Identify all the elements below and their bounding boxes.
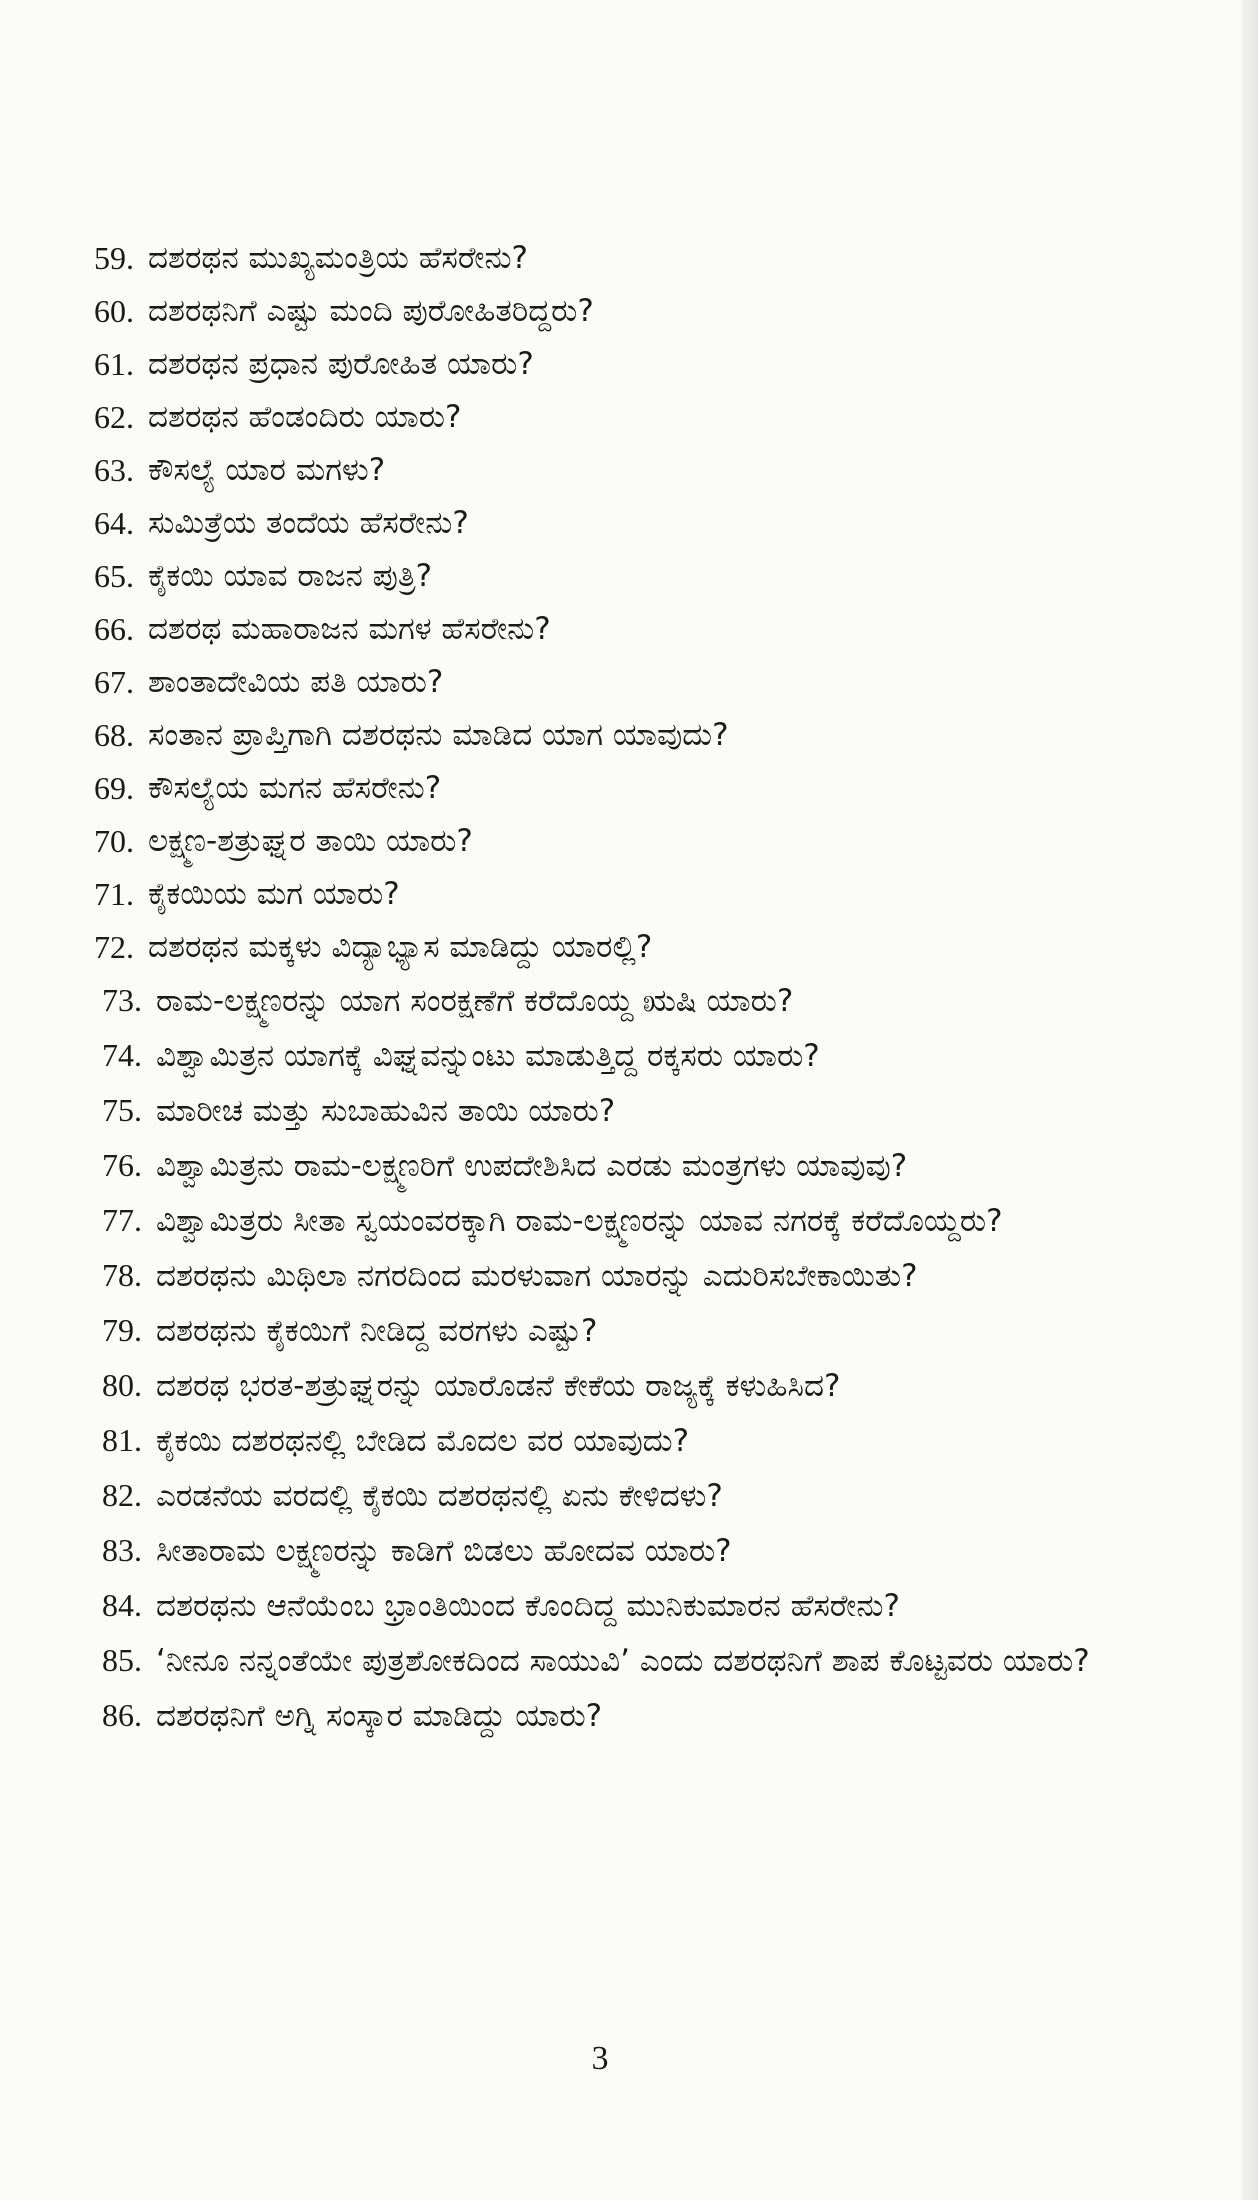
question-item [60,1249,1190,1304]
question-text: ಶಾಂತಾದೇವಿಯ ಪತಿ ಯಾರು? [148,664,444,700]
question-item [60,1194,1190,1249]
question-item [60,1634,1190,1689]
question-number: 63. [94,452,134,488]
question-item [60,656,1190,709]
question-number: 72. [94,929,134,965]
question-text: ದಶರಥನಿಗೆ ಅಗ್ನಿ ಸಂಸ್ಕಾರ ಮಾಡಿದ್ದು ಯಾರು? [156,1698,603,1734]
question-text: ಮಾರೀಚ ಮತ್ತು ಸುಬಾಹುವಿನ ತಾಯಿ ಯಾರು? [156,1093,616,1129]
question-text: ವಿಶ್ವಾಮಿತ್ರರು ಸೀತಾ ಸ್ವಯಂವರಕ್ಕಾಗಿ ರಾಮ-ಲಕ್ಷ್ಮಣರನ್ನು ಯಾವ ನಗರಕ್ಕೆ ಕರೆದೊಯ್ದರು? [156,1203,1003,1239]
question-text: ಕೈಕಯಿ ದಶರಥನಲ್ಲಿ ಬೇಡಿದ ಮೊದಲ ವರ ಯಾವುದು? [156,1423,690,1459]
question-text: ರಾಮ-ಲಕ್ಷ್ಮಣರನ್ನು ಯಾಗ ಸಂರಕ್ಷಣೆಗೆ ಕರೆದೊಯ್ದ ಋಷಿ ಯಾರು? [156,983,794,1019]
question-number: 73. [102,982,142,1018]
question-text: ದಶರಥನು ಆನೆಯೆಂಬ ಭ್ರಾಂತಿಯಿಂದ ಕೊಂದಿದ್ದ ಮುನಿಕುಮಾರನ ಹೆಸರೇನು? [156,1588,900,1624]
question-number: 76. [102,1147,142,1183]
question-number: 82. [102,1477,142,1513]
question-item [60,1414,1190,1469]
question-number: 65. [94,558,134,594]
question-item [60,868,1190,921]
question-number: 80. [102,1367,142,1403]
question-text: ದಶರಥನು ಕೈಕಯಿಗೆ ನೀಡಿದ್ದ ವರಗಳು ಎಷ್ಟು? [156,1313,598,1349]
question-item [60,1579,1190,1634]
question-number: 79. [102,1312,142,1348]
question-list [60,232,1190,1744]
question-item [60,921,1190,974]
question-number: 75. [102,1092,142,1128]
question-text: ಕೈಕಯಿಯ ಮಗ ಯಾರು? [148,876,400,912]
question-number: 59. [94,240,134,276]
question-item [60,1469,1190,1524]
question-number: 64. [94,505,134,541]
question-text: ದಶರಥನಿಗೆ ಎಷ್ಟು ಮಂದಿ ಪುರೋಹಿತರಿದ್ದರು? [148,293,594,329]
question-text: ವಿಶ್ವಾಮಿತ್ರನ ಯಾಗಕ್ಕೆ ವಿಘ್ನವನ್ನುಂಟು ಮಾಡುತ್ತಿದ್ದ ರಕ್ಕಸರು ಯಾರು? [156,1038,820,1074]
question-number: 77. [102,1202,142,1238]
question-item [60,232,1190,285]
question-item [60,815,1190,868]
question-text: ದಶರಥನ ಮುಖ್ಯಮಂತ್ರಿಯ ಹೆಸರೇನು? [148,240,529,276]
question-number: 78. [102,1257,142,1293]
question-text: ಕೌಸಲ್ಯೆ ಯಾರ ಮಗಳು? [148,452,386,488]
question-text: ಲಕ್ಷ್ಮಣ-ಶತ್ರುಘ್ನರ ತಾಯಿ ಯಾರು? [148,823,473,859]
question-number: 71. [94,876,134,912]
page-number: 3 [591,2040,609,2077]
question-number: 86. [102,1697,142,1733]
question-number: 74. [102,1037,142,1073]
question-item [60,1359,1190,1414]
question-number: 62. [94,399,134,435]
question-text: ದಶರಥನ ಹೆಂಡಂದಿರು ಯಾರು? [148,399,462,435]
question-text: ಕೈಕಯಿ ಯಾವ ರಾಜನ ಪುತ್ರಿ? [148,558,433,594]
question-text: ಸುಮಿತ್ರೆಯ ತಂದೆಯ ಹೆಸರೇನು? [148,505,469,541]
question-number: 81. [102,1422,142,1458]
question-item [60,391,1190,444]
question-number: 67. [94,664,134,700]
question-item [60,762,1190,815]
question-number: 66. [94,611,134,647]
question-item [60,1029,1190,1084]
question-text: ‘ನೀನೂ ನನ್ನಂತೆಯೇ ಪುತ್ರಶೋಕದಿಂದ ಸಾಯುವಿ’ ಎಂದು ದಶರಥನಿಗೆ ಶಾಪ ಕೊಟ್ಟವರು ಯಾರು? [156,1643,1090,1679]
question-item [60,1524,1190,1579]
question-item [60,497,1190,550]
question-item [60,974,1190,1029]
question-text: ದಶರಥ ಮಹಾರಾಜನ ಮಗಳ ಹೆಸರೇನು? [148,611,551,647]
page-edge [1242,0,1258,2200]
question-text: ದಶರಥನು ಮಿಥಿಲಾ ನಗರದಿಂದ ಮರಳುವಾಗ ಯಾರನ್ನು ಎದುರಿಸಬೇಕಾಯಿತು? [156,1258,918,1294]
question-text: ದಶರಥ ಭರತ-ಶತ್ರುಘ್ನರನ್ನು ಯಾರೊಡನೆ ಕೇಕೆಯ ರಾಜ್ಯಕ್ಕೆ ಕಳುಹಿಸಿದ? [156,1368,841,1404]
question-text: ವಿಶ್ವಾಮಿತ್ರನು ರಾಮ-ಲಕ್ಷ್ಮಣರಿಗೆ ಉಪದೇಶಿಸಿದ ಎರಡು ಮಂತ್ರಗಳು ಯಾವುವು? [156,1148,908,1184]
question-number: 69. [94,770,134,806]
question-item [60,603,1190,656]
question-number: 70. [94,823,134,859]
question-number: 61. [94,346,134,382]
question-item [60,338,1190,391]
question-item [60,1304,1190,1359]
question-item [60,1139,1190,1194]
question-text: ಸೀತಾರಾಮ ಲಕ್ಷ್ಮಣರನ್ನು ಕಾಡಿಗೆ ಬಿಡಲು ಹೋದವ ಯಾರು? [156,1533,732,1569]
question-text: ಸಂತಾನ ಪ್ರಾಪ್ತಿಗಾಗಿ ದಶರಥನು ಮಾಡಿದ ಯಾಗ ಯಾವುದು? [148,717,729,753]
question-text: ದಶರಥನ ಪ್ರಧಾನ ಪುರೋಹಿತ ಯಾರು? [148,346,534,382]
question-item [60,709,1190,762]
question-text: ಕೌಸಲ್ಯೆಯ ಮಗನ ಹೆಸರೇನು? [148,770,442,806]
question-number: 85. [102,1642,142,1678]
question-text: ದಶರಥನ ಮಕ್ಕಳು ವಿದ್ಯಾಭ್ಯಾಸ ಮಾಡಿದ್ದು ಯಾರಲ್ಲಿ? [148,929,653,965]
question-item [60,1084,1190,1139]
question-number: 84. [102,1587,142,1623]
question-number: 60. [94,293,134,329]
question-number: 83. [102,1532,142,1568]
question-item [60,1689,1190,1744]
question-item [60,285,1190,338]
question-number: 68. [94,717,134,753]
question-text: ಎರಡನೆಯ ವರದಲ್ಲಿ ಕೈಕಯಿ ದಶರಥನಲ್ಲಿ ಏನು ಕೇಳಿದಳು? [156,1478,723,1514]
question-item [60,444,1190,497]
question-item [60,550,1190,603]
